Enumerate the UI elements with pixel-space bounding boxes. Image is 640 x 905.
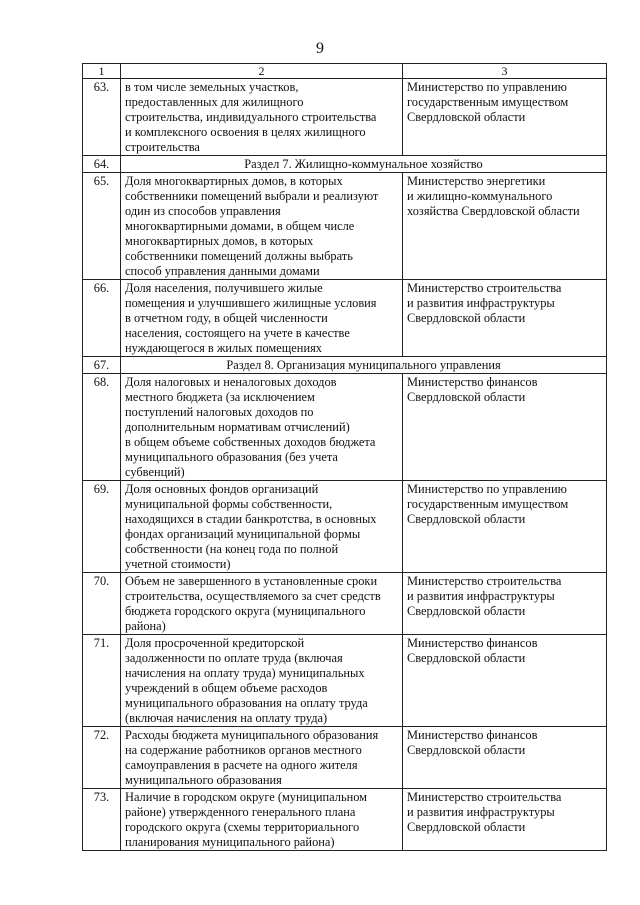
page-number: 9 (316, 40, 324, 57)
row-number: 73. (83, 789, 121, 851)
indicator-text-line: учетной стоимости) (125, 557, 231, 571)
ministry-text-line: Министерство строительства (407, 281, 562, 295)
responsible-ministry (403, 789, 607, 851)
section-title: Раздел 8. Организация муниципального управления (121, 357, 607, 374)
ministry-text-line: Свердловской области (407, 743, 526, 757)
ministry-text-line: и развития инфраструктуры (407, 805, 555, 819)
indicator-text (121, 727, 403, 789)
responsible-ministry (403, 280, 607, 357)
row-number: 67. (83, 357, 121, 374)
indicator-text (121, 79, 403, 156)
section-row (83, 156, 607, 173)
ministry-text-line: Свердловской области (407, 604, 526, 618)
indicator-text-line: в общем объеме собственных доходов бюджета (125, 435, 376, 449)
indicator-text-line: района) (125, 619, 166, 633)
indicator-text-line: и комплексного освоения в целях жилищного (125, 125, 366, 139)
table-row (83, 635, 607, 727)
table-row (83, 280, 607, 357)
row-number: 70. (83, 573, 121, 635)
ministry-text-line: государственным имуществом (407, 95, 569, 109)
indicator-text-line: предоставленных для жилищного (125, 95, 304, 109)
indicator-text-line: муниципальной формы собственности, (125, 497, 333, 511)
indicator-text-line: Доля просроченной кредиторской (125, 636, 305, 650)
row-number: 72. (83, 727, 121, 789)
table-row (83, 727, 607, 789)
table-row (83, 573, 607, 635)
indicator-text-line: Доля многоквартирных домов, в которых (125, 174, 343, 188)
table-row (83, 481, 607, 573)
row-number: 71. (83, 635, 121, 727)
indicator-text-line: строительства, осуществляемого за счет средств (125, 589, 381, 603)
ministry-text-line: Свердловской области (407, 651, 526, 665)
indicator-text-line: районе) утвержденного генерального плана (125, 805, 356, 819)
indicator-text-line: населения, состоящего на учете в качестве (125, 326, 350, 340)
indicator-text-line: в том числе земельных участков, (125, 80, 299, 94)
ministry-text-line: и развития инфраструктуры (407, 296, 555, 310)
indicator-text-line: находящихся в стадии банкротства, в основных (125, 512, 377, 526)
indicator-text-line: строительства (125, 140, 200, 154)
indicator-text-line: (включая начисления на оплату труда) (125, 711, 328, 725)
column-header-2: 2 (121, 64, 403, 79)
indicator-text-line: планирования муниципального района) (125, 835, 335, 849)
indicator-text (121, 635, 403, 727)
indicator-text-line: учреждений в общем объеме расходов (125, 681, 328, 695)
ministry-text-line: Министерство финансов (407, 375, 538, 389)
indicator-text-line: муниципального образования (без учета (125, 450, 338, 464)
indicator-text-line: многоквартирных домов, в которых (125, 234, 314, 248)
indicator-text-line: начисления на оплату труда) муниципальных (125, 666, 365, 680)
ministry-text-line: Министерство строительства (407, 790, 562, 804)
ministry-text-line: Свердловской области (407, 390, 526, 404)
responsible-ministry (403, 573, 607, 635)
responsible-ministry (403, 374, 607, 481)
ministry-text-line: Министерство энергетики (407, 174, 546, 188)
ministry-text-line: Свердловской области (407, 311, 526, 325)
indicator-text-line: Доля налоговых и неналоговых доходов (125, 375, 337, 389)
indicator-text (121, 789, 403, 851)
indicator-text-line: Наличие в городском округе (муниципальном (125, 790, 368, 804)
indicator-text-line: субвенций) (125, 465, 185, 479)
indicator-text-line: нуждающегося в жилых помещениях (125, 341, 322, 355)
indicator-text-line: Доля населения, получившего жилые (125, 281, 323, 295)
indicator-text (121, 481, 403, 573)
row-number: 68. (83, 374, 121, 481)
indicator-text-line: один из способов управления (125, 204, 281, 218)
indicator-text-line: Объем не завершенного в установленные сроки (125, 574, 378, 588)
ministry-text-line: Министерство строительства (407, 574, 562, 588)
ministry-text-line: Свердловской области (407, 110, 526, 124)
table-header-row (83, 64, 607, 79)
ministry-text-line: хозяйства Свердловской области (407, 204, 580, 218)
indicator-text-line: городского округа (схемы территориального (125, 820, 360, 834)
indicator-text-line: муниципального образования на оплату труда (125, 696, 368, 710)
row-number: 69. (83, 481, 121, 573)
responsible-ministry (403, 727, 607, 789)
indicator-text-line: собственники помещений выбрали и реализуют (125, 189, 379, 203)
row-number: 66. (83, 280, 121, 357)
responsible-ministry (403, 173, 607, 280)
table-row (83, 789, 607, 851)
indicator-text (121, 374, 403, 481)
ministry-text-line: Свердловской области (407, 512, 526, 526)
section-row (83, 357, 607, 374)
responsible-ministry (403, 635, 607, 727)
indicator-text-line: дополнительным нормативам отчислений) (125, 420, 350, 434)
table-row (83, 79, 607, 156)
ministry-text-line: Министерство финансов (407, 636, 538, 650)
ministry-text-line: и развития инфраструктуры (407, 589, 555, 603)
indicator-text-line: собственники помещений должны выбрать (125, 249, 353, 263)
indicator-text (121, 573, 403, 635)
column-header-3: 3 (403, 64, 607, 79)
ministry-text-line: Министерство по управлению (407, 482, 567, 496)
ministry-text-line: государственным имуществом (407, 497, 569, 511)
ministry-text-line: и жилищно-коммунального (407, 189, 553, 203)
row-number: 63. (83, 79, 121, 156)
indicator-text-line: собственности (на конец года по полной (125, 542, 339, 556)
indicator-text-line: поступлений налоговых доходов по (125, 405, 314, 419)
indicator-text-line: Доля основных фондов организаций (125, 482, 319, 496)
indicator-text (121, 173, 403, 280)
table-row (83, 173, 607, 280)
indicator-text-line: самоуправления в расчете на одного жителя (125, 758, 358, 772)
indicator-text-line: на содержание работников органов местного (125, 743, 362, 757)
ministry-text-line: Министерство по управлению (407, 80, 567, 94)
row-number: 64. (83, 156, 121, 173)
responsible-ministry (403, 79, 607, 156)
indicator-text-line: задолженности по оплате труда (включая (125, 651, 343, 665)
indicator-text-line: бюджета городского округа (муниципального (125, 604, 366, 618)
indicator-text-line: местного бюджета (за исключением (125, 390, 315, 404)
ministry-text-line: Свердловской области (407, 820, 526, 834)
indicator-text-line: многоквартирными домами, в общем числе (125, 219, 355, 233)
indicators-table (82, 63, 607, 851)
ministry-text-line: Министерство финансов (407, 728, 538, 742)
indicator-text-line: Расходы бюджета муниципального образования (125, 728, 379, 742)
section-title: Раздел 7. Жилищно-коммунальное хозяйство (121, 156, 607, 173)
table-row (83, 374, 607, 481)
indicator-text-line: способ управления данными домами (125, 264, 320, 278)
indicator-text (121, 280, 403, 357)
indicator-text-line: фондах организаций муниципальной формы (125, 527, 361, 541)
indicator-text-line: строительства, индивидуального строительства (125, 110, 377, 124)
indicator-text-line: муниципального образования (125, 773, 282, 787)
indicator-text-line: помещения и улучшившего жилищные условия (125, 296, 377, 310)
responsible-ministry (403, 481, 607, 573)
indicator-text-line: в отчетном году, в общей численности (125, 311, 328, 325)
column-header-1: 1 (83, 64, 121, 79)
row-number: 65. (83, 173, 121, 280)
